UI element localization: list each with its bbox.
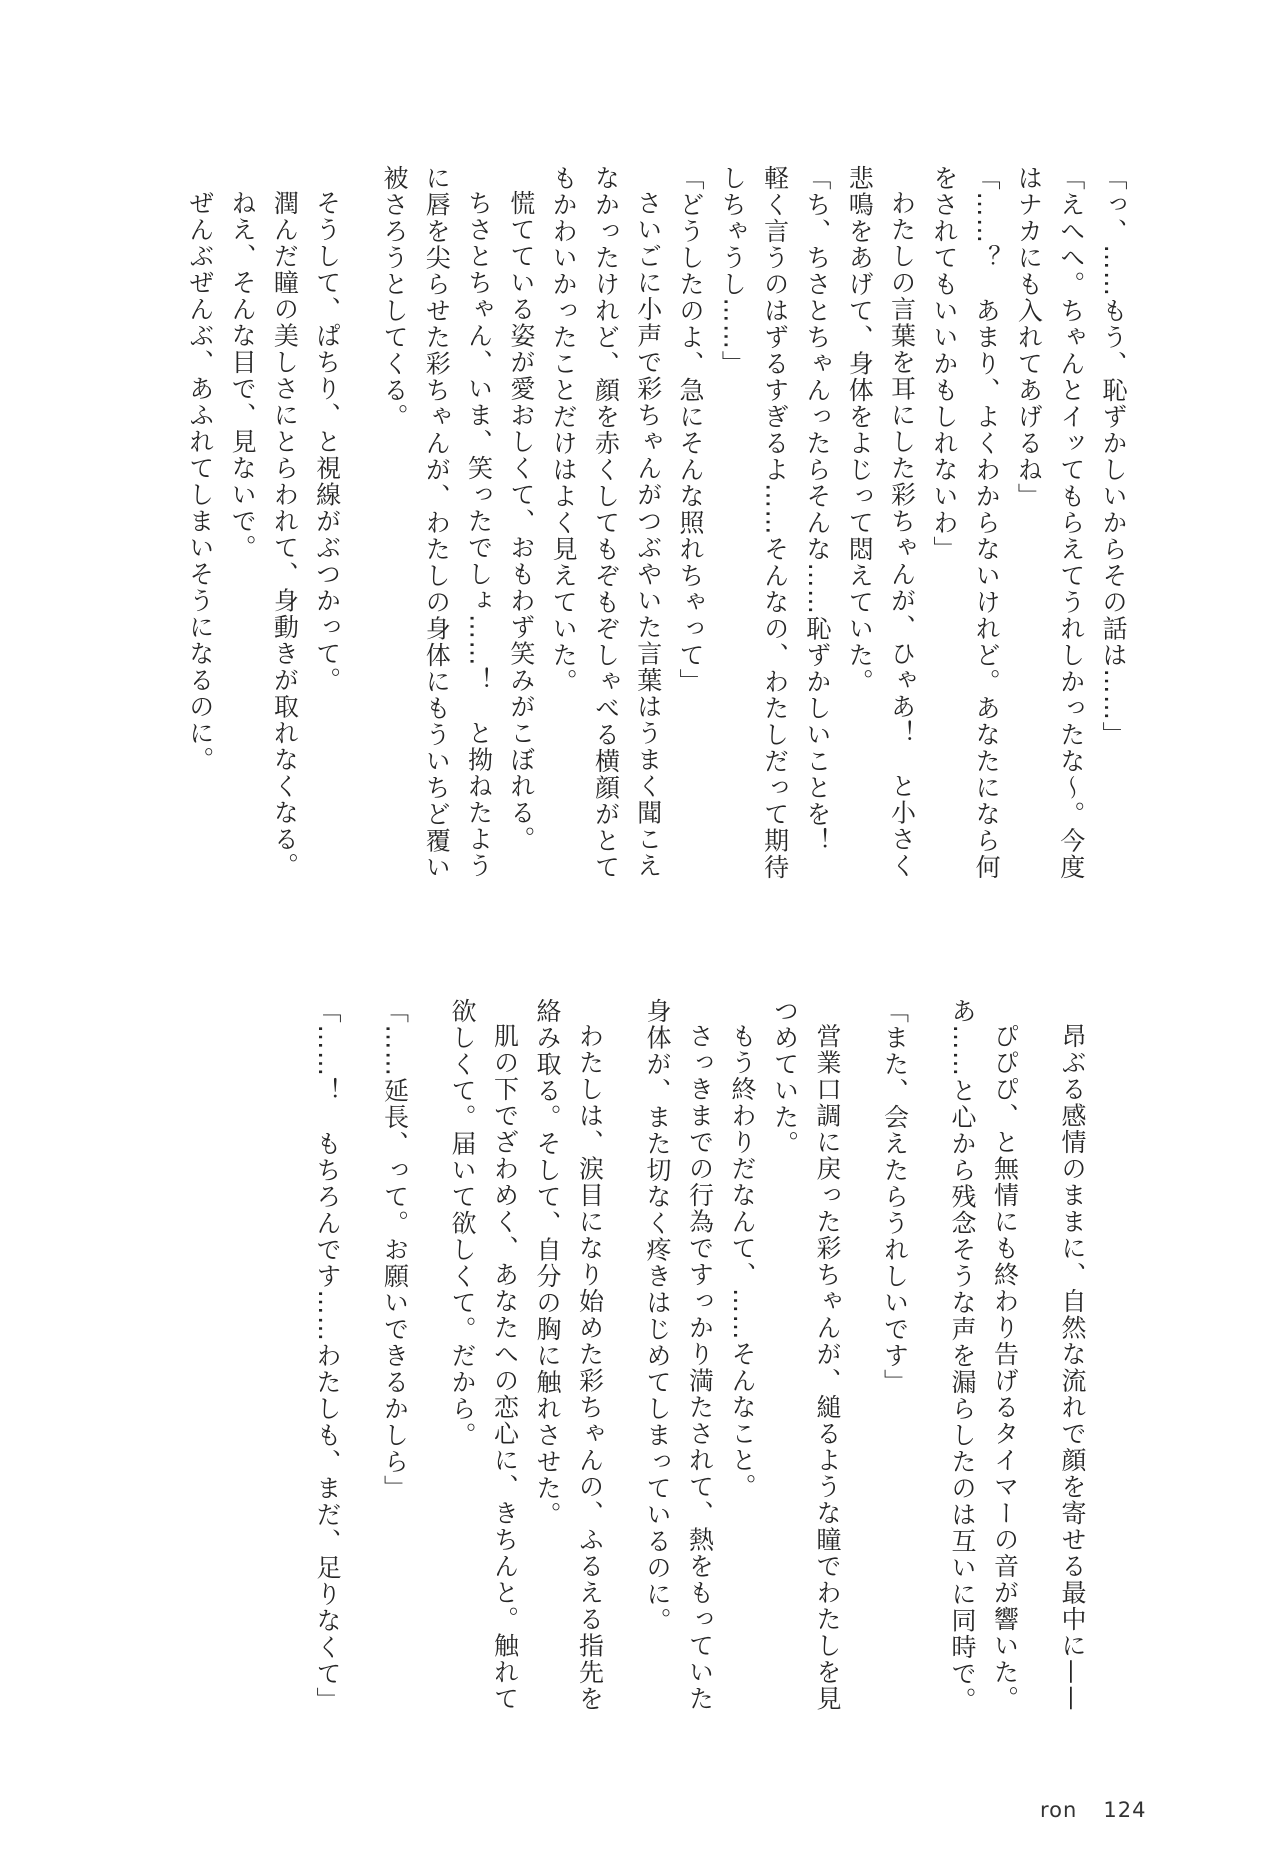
text-line: 「どうしたのよ、急にそんな照れちゃって」 — [676, 165, 706, 695]
text-line: ぜんぶぜんぶ、あふれてしまいそうになるのに。 — [185, 190, 215, 773]
text-block-upper — [178, 165, 1134, 905]
blank-line — [611, 998, 636, 1738]
text-line: 「……！ もちろんです……わたしも、まだ、足りなくて」 — [313, 998, 342, 1714]
text-line: ちさとちゃん、いま、笑ったでしょ……！ と拗ねたよう — [464, 190, 494, 879]
text-line: ねえ、そんな目で、見ないで。 — [228, 190, 258, 561]
footer-label: ron — [1040, 1798, 1078, 1822]
text-line: 悲鳴をあげて、身体をよじって悶えていた。 — [845, 165, 875, 695]
text-line: 「ち、ちさとちゃんったらそんな……恥ずかしいことを！ — [802, 165, 832, 854]
blank-line — [348, 998, 373, 1738]
page-number: 124 — [1103, 1798, 1147, 1822]
text-line: もかわいかったことだけはよく見えていた。 — [549, 165, 579, 695]
text-line: 「……延長、って。お願いできるかしら」 — [380, 998, 410, 1502]
blank-line — [1026, 998, 1051, 1738]
blank-line — [848, 998, 873, 1738]
text-line: はナカにも入れてあげるね」 — [1014, 165, 1044, 510]
text-line: 被さろうとしてくる。 — [379, 165, 409, 430]
text-line: さっきまでの行為ですっかり満たされて、熱をもっていた — [685, 1023, 715, 1712]
text-line: 潤んだ瞳の美しさにとらわれて、身動きが取れなくなる。 — [270, 190, 300, 879]
text-line: つめていた。 — [770, 998, 800, 1157]
text-line: わたしの言葉を耳にした彩ちゃんが、ひゃあ！ と小さく — [887, 190, 917, 879]
text-line: 営業口調に戻った彩ちゃんが、縋るような瞳でわたしを見 — [813, 1023, 842, 1712]
text-line: 肌の下でざわめく、あなたへの恋心に、きちんと。触れて — [490, 1023, 520, 1712]
page-footer — [1040, 1798, 1146, 1822]
text-line: しちゃうし……」 — [718, 165, 748, 377]
blank-line — [916, 998, 941, 1738]
text-line: 昂ぶる感情のままに、自然な流れで顔を寄せる最中に—— — [1058, 1023, 1087, 1712]
text-line: そうして、ぱちり、と視線がぶつかって。 — [312, 190, 342, 694]
text-line: ぴぴぴ、と無情にも終わり告げるタイマーの音が響いた。 — [990, 1023, 1020, 1712]
text-line: 「っ、……もう、恥ずかしいからその話は……」 — [1099, 165, 1128, 748]
text-line: 絡み取る。そして、自分の胸に触れさせた。 — [533, 998, 562, 1528]
text-line: 軽く言うのはずるすぎるよ……そんなの、わたしだって期待 — [760, 165, 790, 881]
blank-line — [348, 165, 373, 905]
text-line: あ……と心から残念そうな声を漏らしたのは互いに同時で。 — [948, 998, 977, 1714]
text-line: もう終わりだなんて、……そんなこと。 — [728, 1023, 757, 1500]
text-line: 身体が、また切なく疼きはじめてしまっているのに。 — [643, 998, 672, 1634]
text-block-lower — [306, 998, 1094, 1738]
text-line: 「また、会えたらうれしいです」 — [880, 998, 910, 1396]
text-line: さいごに小声で彩ちゃんがつぶやいた言葉はうまく聞こえ — [633, 190, 663, 879]
blank-line — [416, 998, 441, 1738]
text-line: 「……？ あまり、よくわからないけれど。あなたになら何 — [972, 165, 1002, 881]
text-line: をされてもいいかもしれないわ」 — [929, 165, 959, 563]
text-line: 欲しくて。届いて欲しくて。だから。 — [448, 998, 477, 1449]
text-line: なかったけれど、顔を赤くしてもぞもぞしゃべる横顔がとて — [591, 165, 621, 881]
text-line: わたしは、涙目になり始めた彩ちゃんの、ふるえる指先を — [575, 1023, 605, 1712]
text-line: に唇を尖らせた彩ちゃんが、わたしの身体にもういちど覆い — [422, 165, 452, 881]
text-line: 「えへへ。ちゃんとイッてもらえてうれしかったな〜。今度 — [1056, 165, 1086, 881]
text-line: 慌てている姿が愛おしくて、おもわず笑みがこぼれる。 — [506, 190, 536, 853]
